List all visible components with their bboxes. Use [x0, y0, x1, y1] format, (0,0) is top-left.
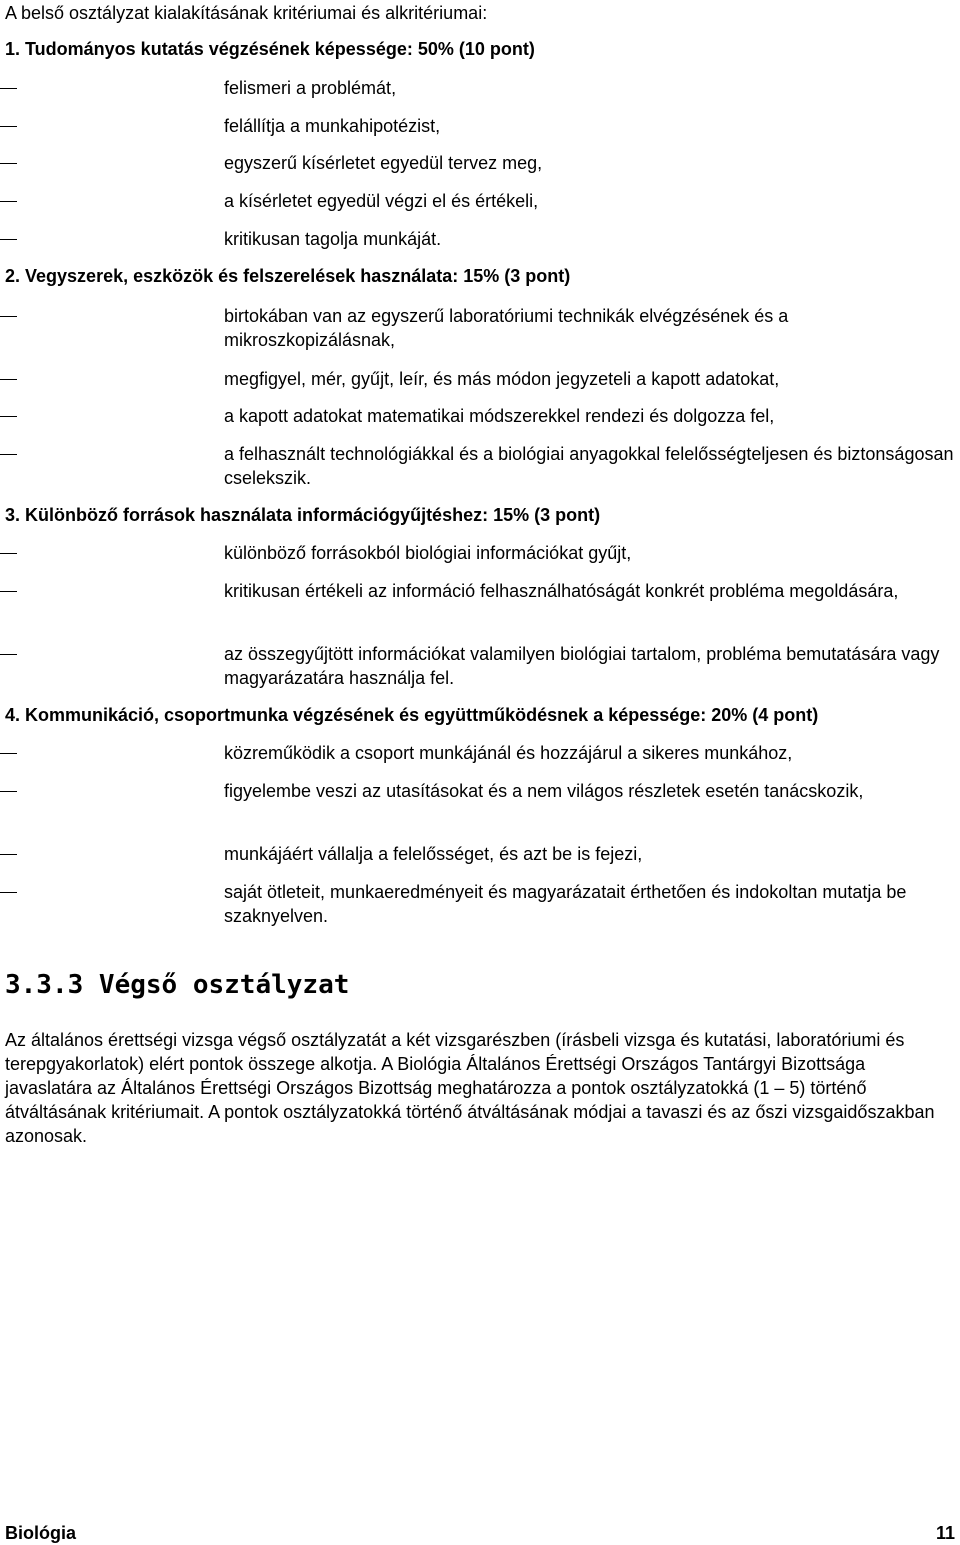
list-item: a felhasznált technológiákkal és a biológiai anyagokkal felelősségteljesen és biztonságosan cselekszik. [224, 444, 954, 488]
footer-subject: Biológia [5, 1523, 76, 1543]
intro-text: A belső osztályzat kialakításának kritériumai és alkritériumai: [5, 3, 488, 23]
list-item: közreműködik a csoport munkájánál és hozzájárul a sikeres munkához, [224, 743, 793, 763]
list-item: saját ötleteit, munkaeredményeit és magyarázatait érthetően és indokoltan mutatja be szaknyelven. [224, 882, 907, 926]
list-item: egyszerű kísérletet egyedül tervez meg, [224, 153, 543, 173]
list-item: figyelembe veszi az utasításokat és a nem világos részletek esetén tanácskozik, [224, 781, 864, 801]
list-item: az összegyűjtött információkat valamilyen biológiai tartalom, probléma bemutatására vagy magyarázatára használja fel. [224, 644, 940, 688]
criterion-3-heading: 3. Különböző források használata információgyűjtéshez: 15% (3 pont) [5, 505, 601, 525]
footer-page-number: 11 [935, 1523, 955, 1543]
list-item: különböző forrásokból biológiai információkat gyűjt, [224, 543, 632, 563]
list-item: birtokában van az egyszerű laboratóriumi technikák elvégzésének és a mikroszkopizálásnak, [224, 306, 789, 350]
criterion-1-heading: 1. Tudományos kutatás végzésének képessége: 50% (10 pont) [5, 39, 535, 59]
list-item: a kapott adatokat matematikai módszerekkel rendezi és dolgozza fel, [224, 406, 775, 426]
list-item: felismeri a problémát, [224, 78, 397, 98]
list-item: megfigyel, mér, gyűjt, leír, és más módon jegyzeteli a kapott adatokat, [224, 369, 780, 389]
list-item: kritikusan tagolja munkáját. [224, 229, 442, 249]
section-paragraph: Az általános érettségi vizsga végső osztályzatát a két vizsgarészben (írásbeli vizsga és kutatási, laboratóriumi és terepgyakorlatok) elért pontok összege alkotja. A Biológia Általános Érettségi Országos Tantárgyi Bizottsága javaslatára az Általános Érettségi Országos Bizottság meghatározza a pontok osztályzatokká (1 – 5) történő átváltásának kritériumait. A pontok osztályzatokká történő átváltásának módjai a tavaszi és az őszi vizsgaidőszakban azonosak. [5, 1030, 935, 1146]
list-item: felállítja a munkahipotézist, [224, 116, 441, 136]
list-item: kritikusan értékeli az információ felhasználhatóságát konkrét probléma megoldására, [224, 581, 899, 601]
list-item: munkájáért vállalja a felelősséget, és azt be is fejezi, [224, 844, 643, 864]
criterion-2-heading: 2. Vegyszerek, eszközök és felszerelések használata: 15% (3 pont) [5, 266, 571, 286]
list-item: a kísérletet egyedül végzi el és értékeli, [224, 191, 539, 211]
section-title: 3.3.3 Végső osztályzat [5, 970, 350, 1000]
criterion-4-heading: 4. Kommunikáció, csoportmunka végzésének és együttműködésnek a képessége: 20% (4 pont) [5, 705, 819, 725]
